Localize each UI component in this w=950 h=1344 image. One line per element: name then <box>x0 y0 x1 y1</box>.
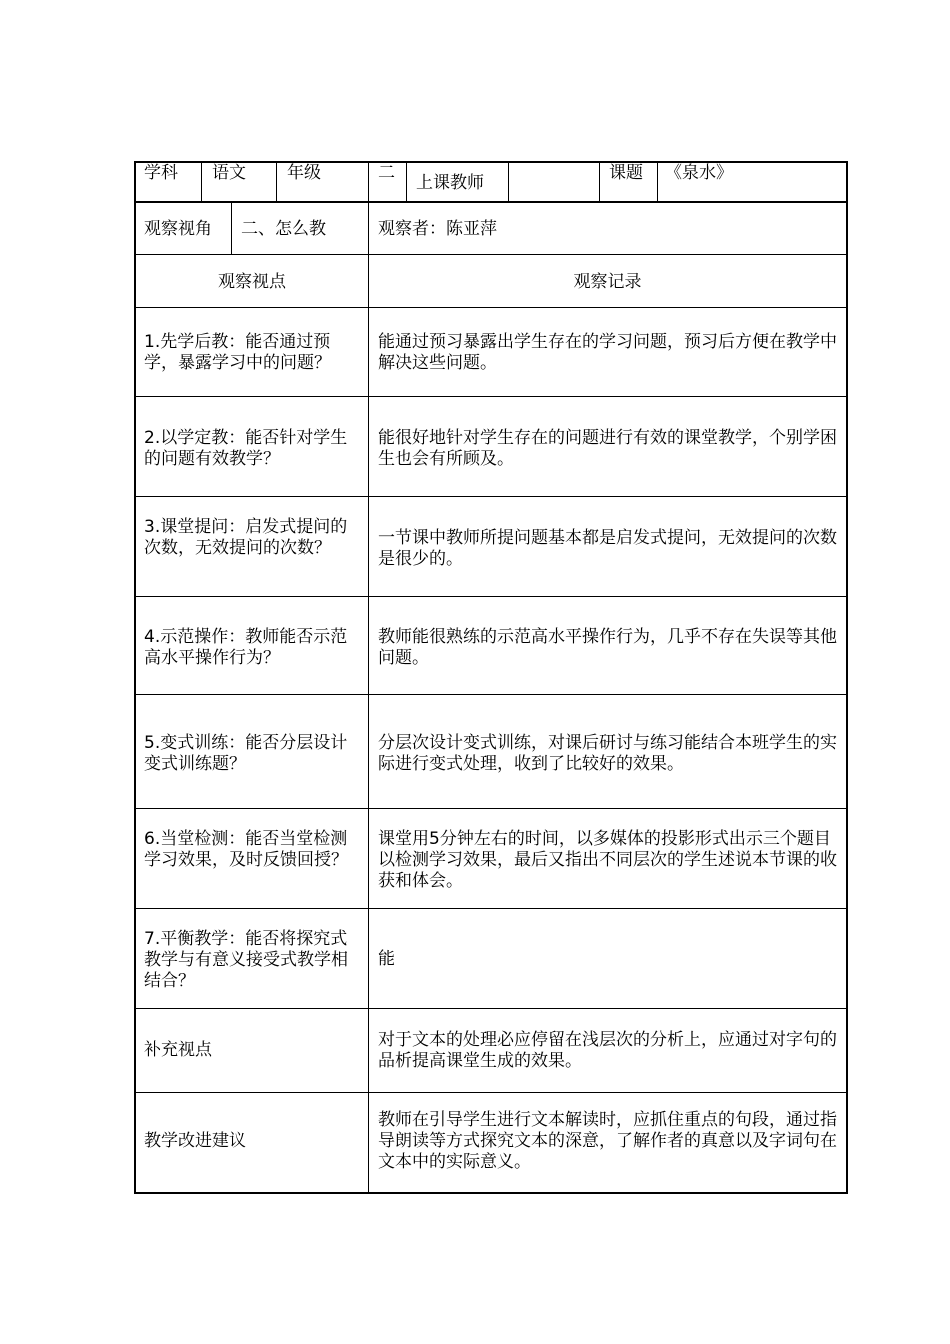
divider <box>508 161 509 202</box>
point-1: 1.先学后教：能否通过预学，暴露学习中的问题？ <box>144 332 331 373</box>
supplementary-label: 补充视点 <box>144 1040 212 1060</box>
column-header-point: 观察视点 <box>218 272 286 292</box>
point-6: 6.当堂检测：能否当堂检测学习效果，及时反馈回授？ <box>144 829 348 870</box>
divider <box>231 202 232 255</box>
row-divider <box>134 596 848 597</box>
column-divider <box>368 202 369 1193</box>
divider <box>657 161 658 202</box>
divider <box>406 161 407 202</box>
subject-label: 学科 <box>144 163 178 183</box>
record-3: 一节课中教师所提问题基本都是启发式提问，无效提问的次数是很少的。 <box>378 528 837 569</box>
subject-value: 语文 <box>212 163 246 183</box>
divider <box>276 161 277 202</box>
perspective-label: 观察视角 <box>144 219 212 239</box>
row-divider <box>134 254 848 255</box>
divider <box>201 161 202 202</box>
record-6: 课堂用5分钟左右的时间，以多媒体的投影形式出示三个题目以检测学习效果，最后又指出不同层次的学生述说本节课的收获和体会。 <box>378 829 837 891</box>
row-divider <box>134 307 848 308</box>
perspective-value: 二、怎么教 <box>241 219 326 239</box>
point-2: 2.以学定教：能否针对学生的问题有效教学？ <box>144 428 348 469</box>
table-border-left <box>134 161 136 1194</box>
record-1: 能通过预习暴露出学生存在的学习问题，预习后方便在教学中解决这些问题。 <box>378 332 837 373</box>
row-divider <box>134 496 848 497</box>
row-divider <box>134 908 848 909</box>
improvement-label: 教学改进建议 <box>144 1131 246 1151</box>
point-3: 3.课堂提问：启发式提问的次数，无效提问的次数？ <box>144 517 348 558</box>
divider <box>599 161 600 202</box>
row-divider <box>134 201 848 203</box>
table-border-right <box>846 161 848 1194</box>
record-5: 分层次设计变式训练，对课后研讨与练习能结合本班学生的实际进行变式处理，收到了比较好的效果。 <box>378 733 837 774</box>
row-divider <box>134 1008 848 1009</box>
topic-value: 《泉水》 <box>665 163 733 183</box>
observer: 观察者：陈亚萍 <box>378 219 497 239</box>
topic-label: 课题 <box>609 163 643 183</box>
point-4: 4.示范操作：教师能否示范高水平操作行为？ <box>144 627 348 668</box>
supplementary-record: 对于文本的处理必应停留在浅层次的分析上，应通过对字句的品析提高课堂生成的效果。 <box>378 1030 837 1071</box>
row-divider <box>134 694 848 695</box>
record-2: 能很好地针对学生存在的问题进行有效的课堂教学，个别学困生也会有所顾及。 <box>378 428 837 469</box>
divider <box>368 161 369 202</box>
column-header-record: 观察记录 <box>573 272 642 292</box>
grade-label: 年级 <box>287 163 321 183</box>
grade-value: 二 <box>378 163 395 183</box>
row-divider <box>134 808 848 809</box>
record-7: 能 <box>378 949 395 969</box>
improvement-record: 教师在引导学生进行文本解读时，应抓住重点的句段，通过指导朗读等方式探究文本的深意，了解作者的真意以及字词句在文本中的实际意义。 <box>378 1110 837 1172</box>
point-5: 5.变式训练：能否分层设计变式训练题？ <box>144 733 348 774</box>
teacher-label: 上课教师 <box>416 173 484 193</box>
row-divider <box>134 396 848 397</box>
point-7: 7.平衡教学：能否将探究式教学与有意义接受式教学相结合？ <box>144 929 348 991</box>
record-4: 教师能很熟练的示范高水平操作行为，几乎不存在失误等其他问题。 <box>378 627 837 668</box>
table-border-bottom <box>134 1192 848 1194</box>
row-divider <box>134 1092 848 1093</box>
